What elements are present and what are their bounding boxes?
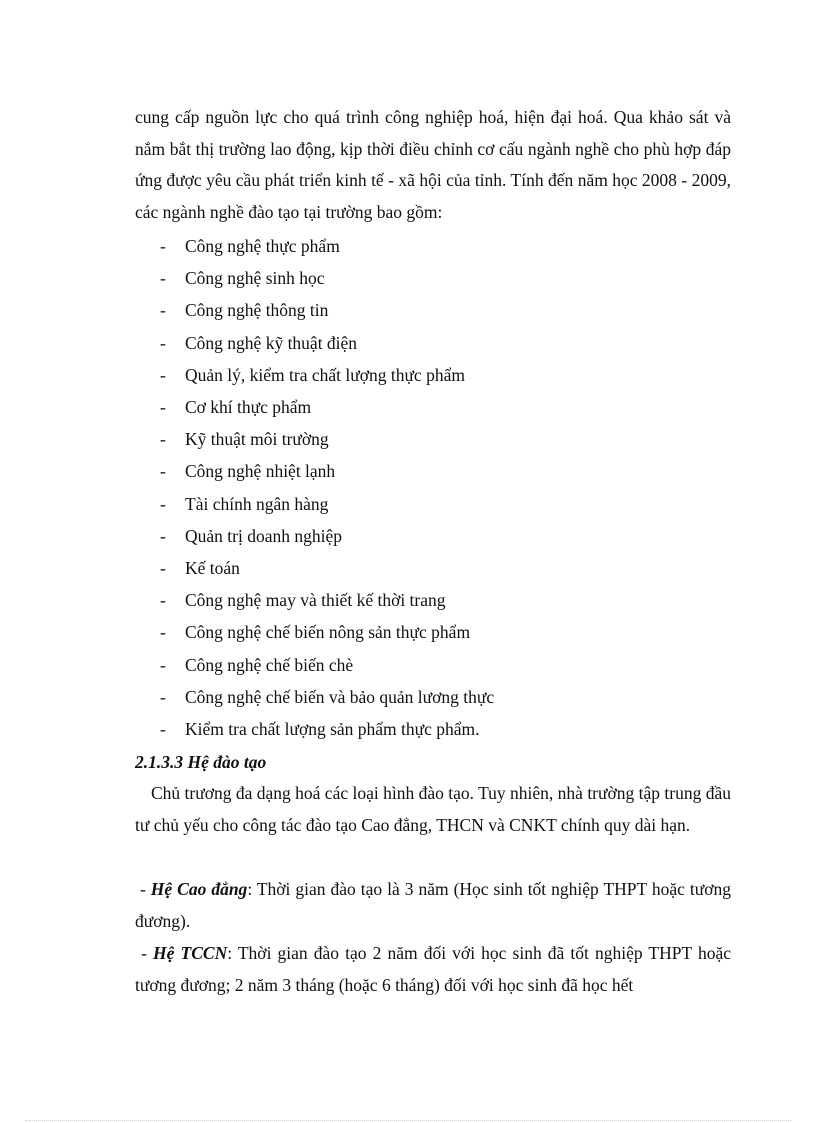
list-item — [160, 455, 494, 487]
list-item — [160, 520, 494, 552]
list-item — [160, 552, 494, 584]
program-name: Cơ khí thực phẩm — [185, 397, 312, 418]
list-item — [160, 649, 494, 681]
program-name: Công nghệ nhiệt lạnh — [185, 461, 336, 482]
list-item — [160, 488, 494, 520]
program-name: Công nghệ sinh học — [185, 268, 325, 289]
program-name: Công nghệ chế biến và bảo quản lương thực — [185, 686, 495, 707]
tccn-prefix: - — [135, 943, 154, 963]
program-name: Quản trị doanh nghiệp — [185, 525, 342, 546]
list-dash: - — [160, 300, 166, 321]
program-name: Công nghệ kỹ thuật điện — [185, 332, 358, 353]
list-dash: - — [160, 654, 166, 675]
list-dash: - — [160, 236, 166, 256]
list-dash: - — [160, 525, 166, 546]
list-item — [160, 230, 494, 262]
list-dash: - — [160, 719, 166, 740]
list-item — [160, 681, 494, 713]
program-name: Công nghệ chế biến chè — [185, 654, 354, 675]
footer-divider — [25, 1120, 791, 1121]
list-dash: - — [160, 686, 166, 707]
list-item — [160, 423, 494, 455]
list-item — [160, 262, 494, 294]
list-item — [160, 616, 494, 648]
list-dash: - — [160, 590, 166, 611]
college-paragraph — [135, 874, 731, 937]
list-item — [160, 584, 494, 616]
program-name: Công nghệ chế biến nông sản thực phẩm — [185, 622, 471, 643]
list-dash: - — [160, 461, 166, 482]
list-dash: - — [160, 364, 166, 385]
list-dash: - — [160, 622, 166, 643]
program-name: Kiểm tra chất lượng sản phẩm thực phẩm. — [185, 719, 480, 740]
college-text: : Thời gian đào tạo là 3 năm (Học sinh tốt nghiệp THPT hoặc tương đương). — [135, 879, 731, 931]
list-dash: - — [160, 268, 166, 289]
list-item — [160, 359, 494, 391]
college-prefix: - — [135, 879, 151, 899]
list-item — [160, 327, 494, 359]
tccn-text: : Thời gian đào tạo 2 năm đối với học sinh đã tốt nghiệp THPT hoặc tương đương; 2 năm 3 tháng (hoặc 6 tháng) đối với học sinh đã học hết — [135, 943, 732, 995]
list-item — [160, 391, 494, 423]
list-dash: - — [160, 332, 166, 353]
program-name: Công nghệ thông tin — [185, 300, 329, 321]
program-name: Kỹ thuật môi trường — [185, 429, 329, 450]
list-dash: - — [160, 558, 166, 579]
program-name: Công nghệ thực phẩm — [185, 236, 340, 256]
list-item — [160, 294, 494, 326]
list-dash: - — [160, 493, 166, 514]
intro-paragraph: cung cấp nguồn lực cho quá trình công nghiệp hoá, hiện đại hoá. Qua khảo sát và nắm bắt thị trường lao động, kịp thời điều chỉnh cơ cấu ngành nghề cho phù hợp đáp ứng được yêu cầu phát triển kinh tế - xã hội của tỉnh. Tính đến năm học 2008 - 2009, các ngành nghề đào tạo tại trường bao gồm: — [135, 107, 731, 223]
list-item — [160, 713, 494, 745]
program-list — [160, 230, 494, 745]
list-dash: - — [160, 397, 166, 418]
tccn-paragraph — [135, 938, 731, 1001]
college-label: Hệ Cao đẳng — [150, 879, 248, 899]
list-dash: - — [160, 429, 166, 450]
program-name: Tài chính ngân hàng — [185, 493, 329, 514]
policy-paragraph: Chủ trương đa dạng hoá các loại hình đào tạo. Tuy nhiên, nhà trường tập trung đầu tư chủ yếu cho công tác đào tạo Cao đẳng, THCN và CNKT chính quy dài hạn. — [135, 783, 731, 835]
program-name: Kế toán — [185, 558, 240, 579]
section-heading: 2.1.3.3 Hệ đào tạo — [135, 752, 267, 772]
program-name: Công nghệ may và thiết kế thời trang — [185, 590, 446, 611]
program-name: Quản lý, kiểm tra chất lượng thực phẩm — [185, 364, 465, 385]
tccn-label: Hệ TCCN — [153, 943, 228, 963]
